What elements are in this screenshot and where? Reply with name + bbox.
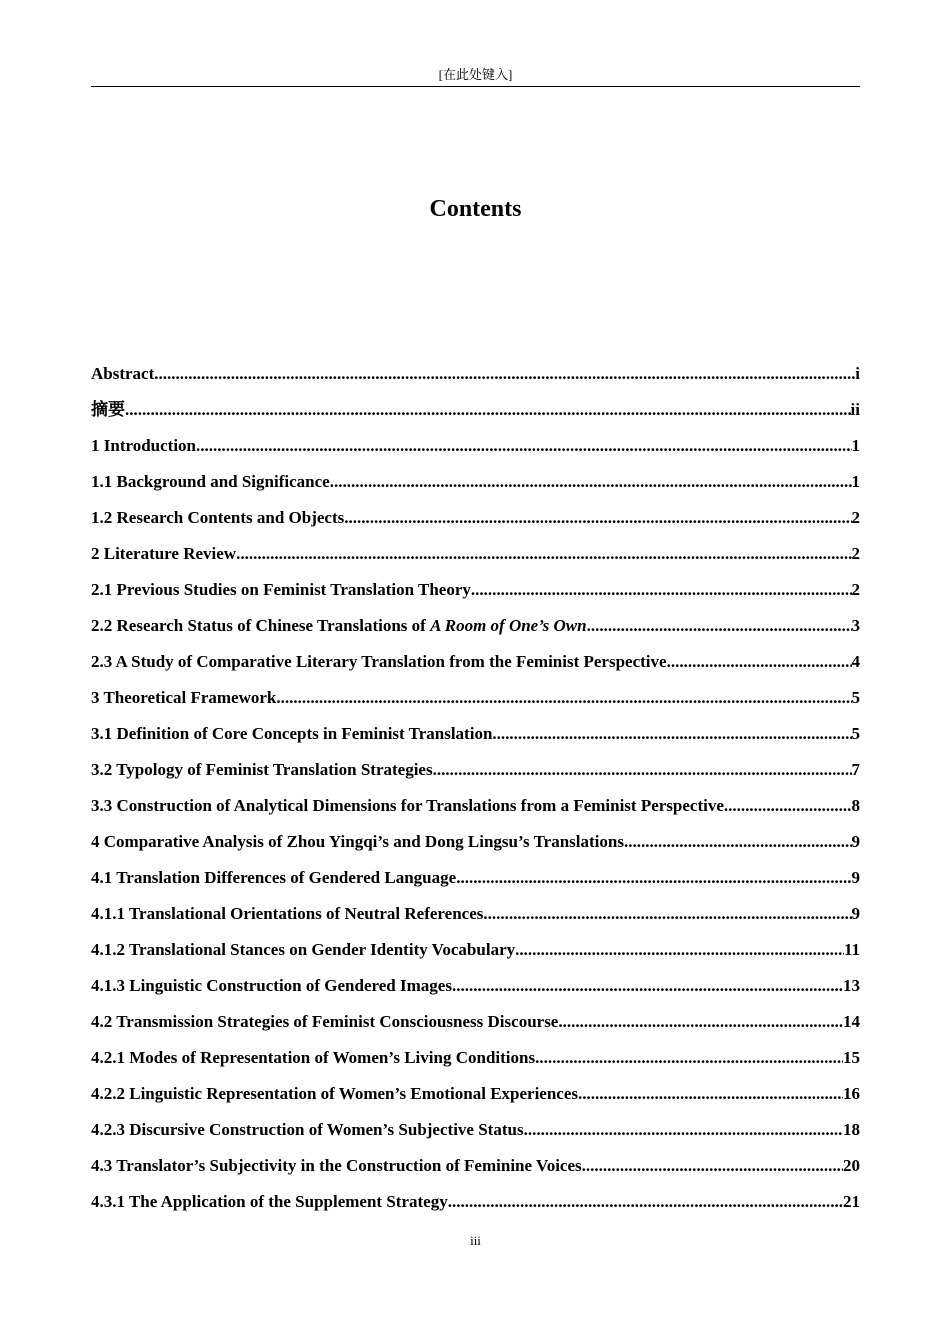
toc-page-number: 2 [851,508,860,527]
toc-entry-4-3[interactable] [91,1155,860,1191]
toc-page-number: 5 [851,688,860,707]
toc-entry-label: 4.2.2 Linguistic Representation of Women’s Emotional Experiences [91,1084,579,1103]
toc-entry-label: 摘要 [91,400,125,419]
toc-entry-label: 4.2.1 Modes of Representation of Women’s Living Conditions [91,1048,536,1067]
toc-page-number: 13 [843,976,860,995]
toc-entry-label: 4.3.1 The Application of the Supplement Strategy [91,1192,448,1211]
toc-entry-label: 4.1.2 Translational Stances on Gender Identity Vocabulary [91,940,516,959]
toc-entry-1[interactable] [91,435,860,471]
toc-entry-label: 4.1.1 Translational Orientations of Neutral References [91,904,484,923]
toc-entry-3-1[interactable] [91,723,860,759]
toc-dot-leader [276,687,851,709]
toc-entry-label-prefix: 2.2 Research Status of Chinese Translations of [91,616,431,635]
toc-entry-4-2[interactable] [91,1011,860,1047]
toc-page-number: 4 [851,652,860,671]
toc-dot-leader [483,903,851,925]
toc-entry-4-1-2[interactable] [91,939,860,975]
toc-entry-4-2-2[interactable] [91,1083,860,1119]
toc-page-number: 14 [843,1012,860,1031]
toc-dot-leader [578,1083,843,1105]
toc-dot-leader [452,975,843,997]
toc-entry-abstract[interactable] [91,363,860,399]
toc-entry-4[interactable] [91,831,860,867]
toc-entry-1-1[interactable] [91,471,860,507]
toc-dot-leader [344,507,851,529]
toc-entry-4-3-1[interactable] [91,1191,860,1227]
toc-dot-leader [667,651,852,673]
toc-page-number: 9 [851,904,860,923]
toc-page-number: 9 [851,868,860,887]
toc-page-number: 8 [851,796,860,815]
toc-dot-leader [582,1155,843,1177]
toc-dot-leader [448,1191,843,1213]
toc-page-number: 15 [843,1048,860,1067]
toc-dot-leader [492,723,851,745]
toc-page-number: 21 [843,1192,860,1211]
toc-entry-label: 4.1.3 Linguistic Construction of Gendered Images [91,976,452,995]
toc-entry-label: 1.2 Research Contents and Objects [91,508,345,527]
toc-entry-book-title: A Room of One’s Own [430,616,587,635]
toc-dot-leader [524,1119,843,1141]
toc-page-number: 2 [851,580,860,599]
toc-entry-label: 4.2 Transmission Strategies of Feminist Consciousness Discourse [91,1012,559,1031]
toc-entry-label: 3.2 Typology of Feminist Translation Strategies [91,760,433,779]
toc-page-number: 2 [851,544,860,563]
toc-entry-2-2[interactable] [91,615,860,651]
toc-page-number: 20 [843,1156,860,1175]
toc-dot-leader [330,471,852,493]
toc-page-number: 11 [843,940,860,959]
toc-dot-leader [558,1011,843,1033]
toc-entry-label: 1 Introduction [91,436,197,455]
toc-page-number: 1 [851,472,860,491]
toc-page-number: 18 [843,1120,860,1139]
toc-page-number: 1 [851,436,860,455]
toc-dot-leader [433,759,852,781]
toc-entry-4-1-1[interactable] [91,903,860,939]
toc-dot-leader [471,579,852,601]
toc-dot-leader [535,1047,843,1069]
toc-dot-leader [196,435,851,457]
toc-dot-leader [587,615,852,637]
toc-page-number: 7 [851,760,860,779]
toc-entry-3-3[interactable] [91,795,860,831]
toc-entry-4-1-3[interactable] [91,975,860,1011]
toc-entry-3[interactable] [91,687,860,723]
toc-dot-leader [624,831,852,853]
toc-entry-label: 3 Theoretical Framework [91,688,277,707]
page-number: iii [470,1233,481,1248]
toc-entry-4-2-3[interactable] [91,1119,860,1155]
toc-dot-leader [456,867,851,889]
toc-entry-label: 3.1 Definition of Core Concepts in Feminist Translation [91,724,493,743]
toc-entry-4-2-1[interactable] [91,1047,860,1083]
toc-entry-label: Abstract [91,364,155,383]
page-title: Contents [429,196,522,223]
toc-entry-1-2[interactable] [91,507,860,543]
toc-page-number: ii [850,400,860,419]
toc-page-number: 9 [851,832,860,851]
toc-page-number: 3 [851,616,860,635]
toc-entry-chinese-abstract[interactable] [91,399,860,435]
toc-dot-leader [125,399,851,421]
toc-entry-label: 1.1 Background and Significance [91,472,330,491]
toc-entry-label: 4.1 Translation Differences of Gendered Language [91,868,457,887]
toc-entry-2-3[interactable] [91,651,860,687]
toc-entry-label: 4.2.3 Discursive Construction of Women’s Subjective Status [91,1120,524,1139]
toc-page-number: 5 [851,724,860,743]
toc-page-number: i [855,364,860,383]
page-header: [在此处键入] [438,67,513,82]
toc-entry-4-1[interactable] [91,867,860,903]
toc-entry-label: 3.3 Construction of Analytical Dimensions for Translations from a Feminist Perspective [91,796,724,815]
toc-entry-label [91,615,587,637]
toc-entry-2[interactable] [91,543,860,579]
toc-entry-label: 2.1 Previous Studies on Feminist Translation Theory [91,580,471,599]
toc-dot-leader [154,363,855,385]
toc-dot-leader [724,795,852,817]
toc-dot-leader [515,939,844,961]
header-rule [91,86,860,87]
table-of-contents [91,363,860,1227]
toc-entry-label: 2 Literature Review [91,544,237,563]
toc-dot-leader [236,543,851,565]
toc-entry-label: 4.3 Translator’s Subjectivity in the Construction of Feminine Voices [91,1156,582,1175]
toc-page-number: 16 [843,1084,860,1103]
toc-entry-2-1[interactable] [91,579,860,615]
toc-entry-3-2[interactable] [91,759,860,795]
toc-entry-label: 4 Comparative Analysis of Zhou Yingqi’s and Dong Lingsu’s Translations [91,832,624,851]
toc-entry-label: 2.3 A Study of Comparative Literary Translation from the Feminist Perspective [91,652,667,671]
